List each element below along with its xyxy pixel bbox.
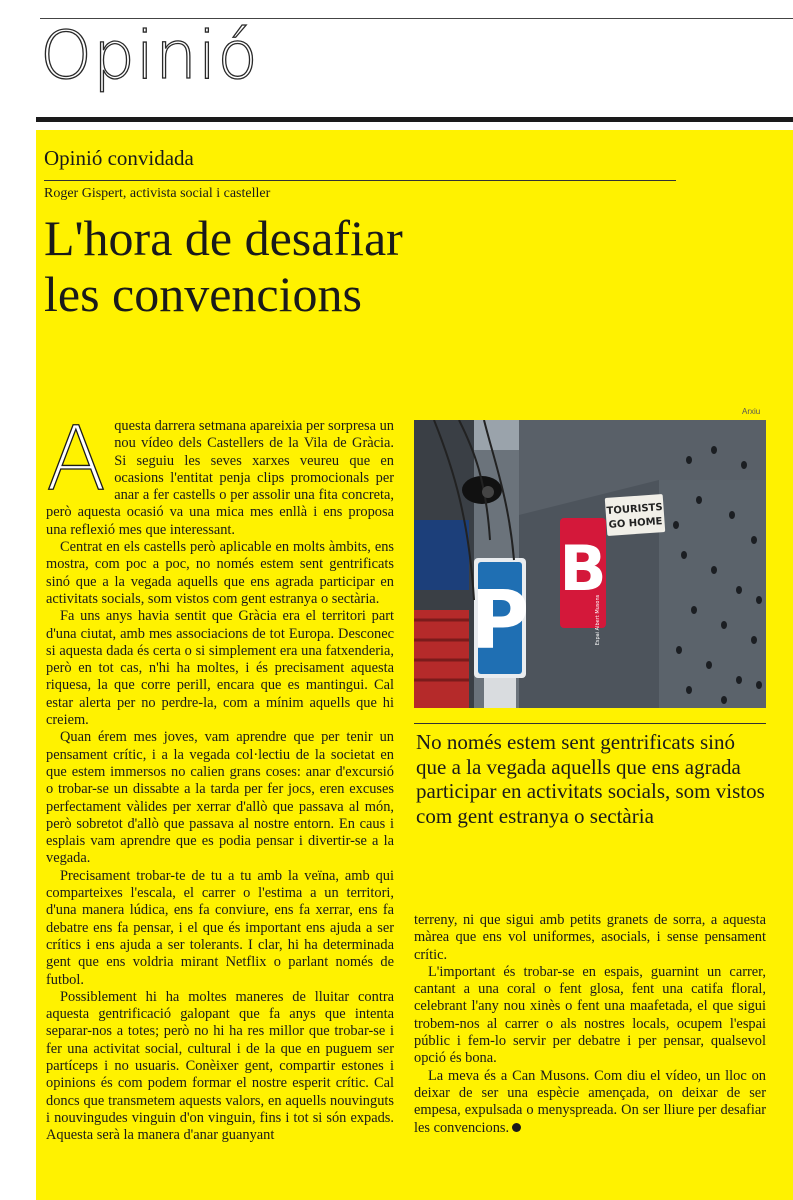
pullquote-rule <box>414 723 766 724</box>
street-photo <box>414 420 766 708</box>
headline-line-2: les convencions <box>44 266 362 322</box>
paragraph-5: Precisament trobar-te de tu a tu amb la veïna, amb qui comparteixes l'escala, el carrer o l'estima a un territori, d'una manera lúdica, ens fa conviure, ens fa xerrar, ens fa debatre ens fa pensar, i el que és important ens ajuda a ser crítics i ens ajuda a ser tolerants. I clar, hi ha determinada gent que ens voldria mirant Netflix o parlant només de futbol. <box>46 867 394 988</box>
kicker-rule <box>44 180 676 181</box>
article-byline: Roger Gispert, activista social i casteller <box>44 186 271 201</box>
parking-sign-letter: P <box>470 574 530 667</box>
article-body-left <box>46 407 394 1144</box>
article-body-right <box>414 912 766 1137</box>
paragraph-4: Quan érem mes joves, vam aprendre que per tenir un pensament crític, i a la vegada col·lectiu de la societat en que estem immersos no calien grans coses: anar d'excursió o trobar-se un dissabte a la tarda per fer jocs, eren excuses perfectament vàlides per xerrar d'allò que passava al món, però sobretot d'allò que passava al nostre entorn. En caus i esplais vam aprendre que es podia pensar i divertir-se a la vegada. <box>46 729 394 867</box>
article-headline <box>44 210 744 322</box>
photo-credit: Arxiu <box>742 407 761 416</box>
paragraph-9: La meva és a Can Musons. Com diu el vídeo, un lloc on deixar de ser una espècie amençada, on deixar de ser empesa, expulsada o menyspreada. On ser lliure per desafiar les convencions. <box>414 1067 766 1136</box>
paragraph-2: Centrat en els castells però aplicable en molts àmbits, ens mostra, com poc a poc, no només estem sent gentrificats sinó que a la vegada aquells que ens agrada participar en activitats socials, som vistos com gent estranya o sectària. <box>46 539 394 607</box>
sticker-line-2: GO HOME <box>608 516 663 531</box>
article-photo <box>414 420 766 708</box>
paragraph-8: L'important és trobar-se en espais, guarnint un carrer, cantant a una coral o fent glosa, fent una catifa floral, celebrant l'any nou xinès o fent una maafetada, el que sigui trobem-nos al carrer o als nostres locals, ocupem l'espai públic i fem-lo servir per debatre i per pensar, qualsevol opció és bona. <box>414 963 766 1067</box>
end-mark <box>512 1123 521 1132</box>
logo-letter: B <box>559 532 607 605</box>
paragraph-3: Fa uns anys havia sentit que Gràcia era el territori part d'una ciutat, amb mes associacions de tot Europa. Desconec si aquesta dada és certa o si simplement era una fatxenderia, però en tot cas, n'hi ha moltes, i és precisament aquesta riquesa, la que corre perill, encara que es mantingui. Cal estar alerta per no perdre-la, com a mínim aquells que hi creiem. <box>46 608 394 729</box>
sticker-line-1: TOURISTS <box>606 502 663 517</box>
pullquote: No només estem sent gentrificats sinó que a la vegada aquells que ens agrada participar en activitats socials, som vistos com gent estranya o sectària <box>416 730 765 828</box>
section-divider <box>36 117 793 122</box>
article-kicker: Opinió convidada <box>44 146 194 170</box>
paragraph-6: Possiblement hi ha moltes maneres de lluitar contra aquesta gentrificació galopant que fa anys que intenta separar-nos a totes; però no hi ha res millor que trobar-se i fer una activitat social, cultural i de la que en puguem ser partíceps i no usuaris. Conèixer gent, compartir estones i opinions és com podem formar el nostre esperit crític. Cal doncs que transmetem aquests valors, en aquells nouvinguts i nouvingudes vinguin d'on vinguin, fins i tot si són expads. Aquesta serà la manera d'anar guanyant <box>46 988 394 1144</box>
headline-line-1: L'hora de desafiar <box>44 210 403 266</box>
paragraph-1: Aquesta darrera setmana apareixia per sorpresa un nou vídeo dels Castellers de la Vila de Gràcia. Si seguiu les seves xarxes veureu que en ocasions l'entitat penja clips promocionals per anar a fer castells o per assolir una fita concreta, però aquesta ocasió va una mica mes enllà i ens proposa una reflexió mes que interessant. <box>46 407 394 538</box>
logo-caption: Espai Albert Musons <box>595 594 601 646</box>
section-title: Opinió <box>40 17 259 94</box>
paragraph-7: terreny, ni que sigui amb petits granets de sorra, a aquesta màrea que ens vol uniformes, asocials, i sense pensament crític. <box>414 912 766 963</box>
drop-cap: A <box>46 407 107 510</box>
